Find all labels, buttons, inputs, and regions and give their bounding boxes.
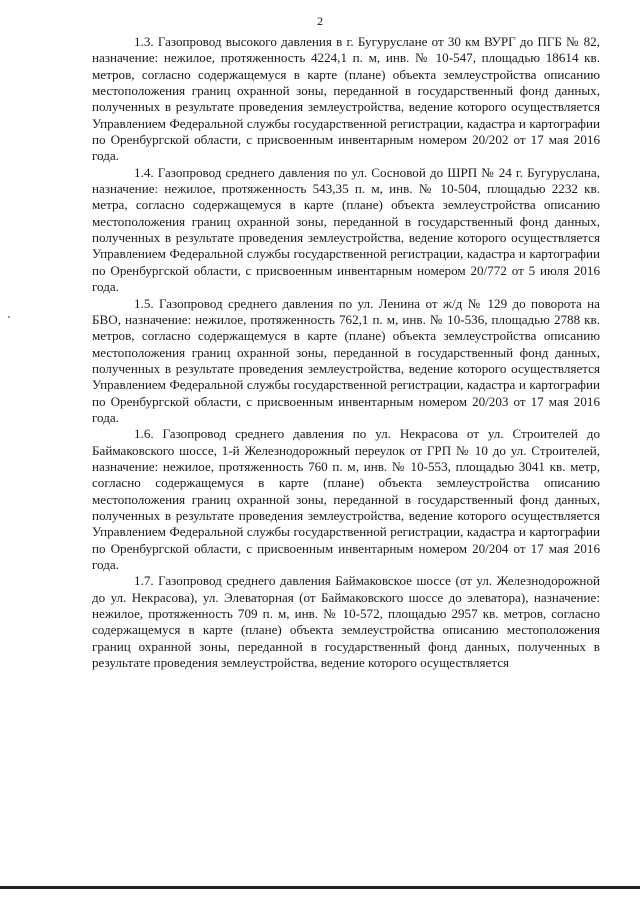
paragraph-1-6: 1.6. Газопровод среднего давления по ул. Некрасова от ул. Строителей до Баймаковского шоссе, 1-й Железнодорожный переулок от ГРП № 10 до ул. Строителей, назначение: нежилое, протяженность 760 п. м, инв. № 10-553, площадью 3041 кв. метр, согласно содержащемуся в карте (плане) объекта землеустройства описанию местоположения границ охранной зоны, переданной в государственный фонд данных, полученных в результате проведения землеустройства, ведение которого осуществляется Управлением Федеральной службы государственной регистрации, кадастра и картографии по Оренбургской области, с присвоенным инвентарным номером 20/204 от 17 мая 2016 года. [92, 426, 600, 572]
bottom-page-border [0, 886, 640, 889]
paragraph-1-4: 1.4. Газопровод среднего давления по ул. Сосновой до ШРП № 24 г. Бугуруслана, назначение: нежилое, протяженность 543,35 п. м, инв. № 10-504, площадью 2232 кв. метра, согласно содержащемуся в карте (плане) объекта землеустройства описанию местоположения границ охранной зоны, переданной в государственный фонд данных, полученных в результате проведения землеустройства, ведение которого осуществляется Управлением Федеральной службы государственной регистрации, кадастра и картографии по Оренбургской области, с присвоенным инвентарным номером 20/772 от 5 июля 2016 года. [92, 164, 600, 295]
document-body [92, 34, 600, 671]
paragraph-1-3: 1.3. Газопровод высокого давления в г. Бугуруслане от 30 км ВУРГ до ПГБ № 82, назначение: нежилое, протяженность 4224,1 п. м, инв. № 10-547, площадью 18614 кв. метров, согласно содержащемуся в карте (плане) объекта землеустройства описанию местоположения границ охранной зоны, переданной в государственный фонд данных, полученных в результате проведения землеустройства, ведение которого осуществляется Управлением Федеральной службы государственной регистрации, кадастра и картографии по Оренбургской области, с присвоенным инвентарным номером 20/202 от 17 мая 2016 года. [92, 34, 600, 164]
page-number: 2 [317, 14, 323, 28]
scan-speck [8, 316, 10, 318]
paragraph-1-7: 1.7. Газопровод среднего давления Баймаковское шоссе (от ул. Железнодорожной до ул. Некрасова), ул. Элеваторная (от Баймаковского шоссе до элеватора), назначение: нежилое, протяженность 709 п. м, инв. № 10-572, площадью 2957 кв. метров, согласно содержащемуся в карте (плане) объекта землеустройства описанию местоположения границ охранной зоны, переданной в государственный фонд данных, полученных в результате проведения землеустройства, ведение которого осуществляется [92, 573, 600, 671]
paragraph-1-5: 1.5. Газопровод среднего давления по ул. Ленина от ж/д № 129 до поворота на БВО, назначение: нежилое, протяженность 762,1 п. м, инв. № 10-536, площадью 2788 кв. метров, согласно содержащемуся в карте (плане) объекта землеустройства описанию местоположения границ охранной зоны, переданной в государственный фонд данных, полученных в результате проведения землеустройства, ведение которого осуществляется Управлением Федеральной службы государственной регистрации, кадастра и картографии по Оренбургской области, с присвоенным инвентарным номером 20/203 от 17 мая 2016 года. [92, 295, 600, 425]
